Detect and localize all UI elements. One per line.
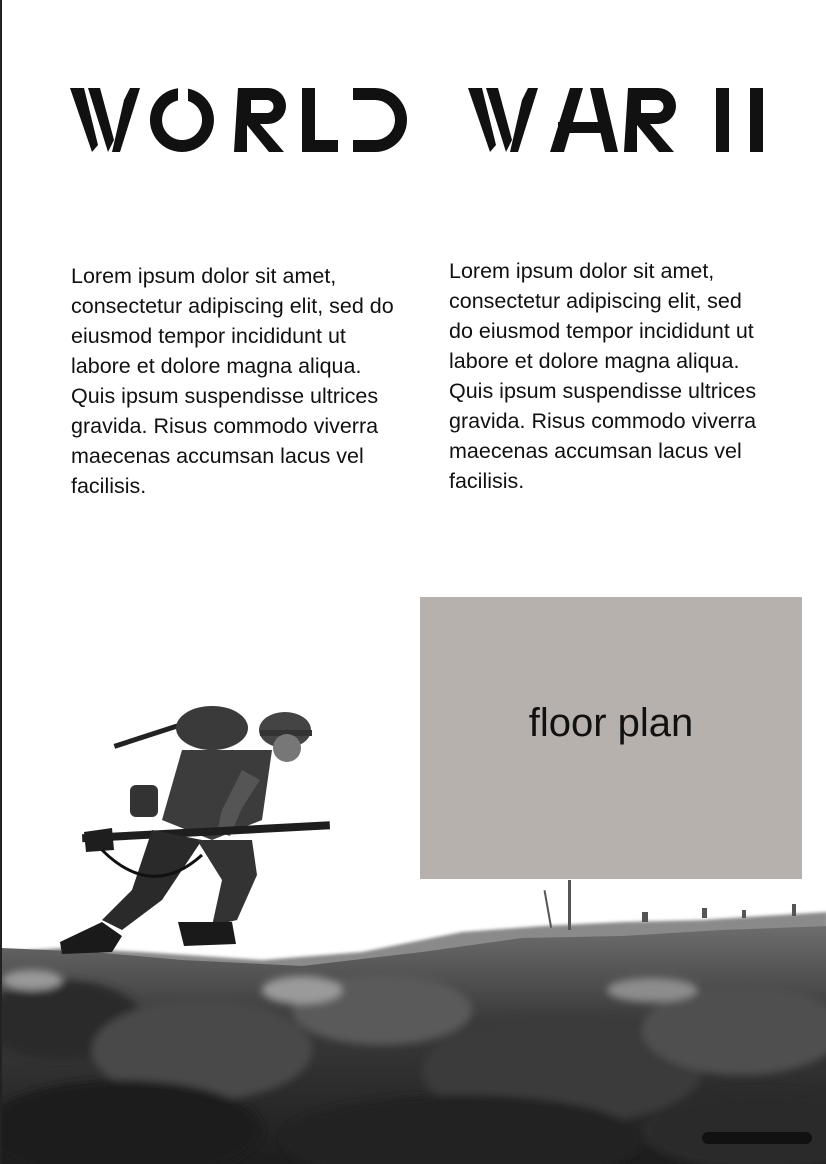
body-text-left: Lorem ipsum dolor sit amet, consectetur adipiscing elit, sed do eiusmod tempor incididunt ut labore et dolore magna aliqua. Quis ipsum suspendisse ultrices gravida. Risus commodo viverra maecenas accumsan lacus vel facilisis.: [71, 264, 394, 498]
floor-plan-label: floor plan: [528, 701, 694, 745]
body-text-right: Lorem ipsum dolor sit amet, consectetur adipiscing elit, sed do eiusmod tempor incididunt ut labore et dolore magna aliqua. Quis ipsum suspendisse ultrices gravida. Risus commodo viverra maecenas accumsan lacus vel facilisis.: [449, 259, 757, 493]
floor-plan-placeholder[interactable]: [420, 597, 802, 879]
page-title: [70, 70, 770, 170]
title-lettering: [70, 70, 770, 170]
